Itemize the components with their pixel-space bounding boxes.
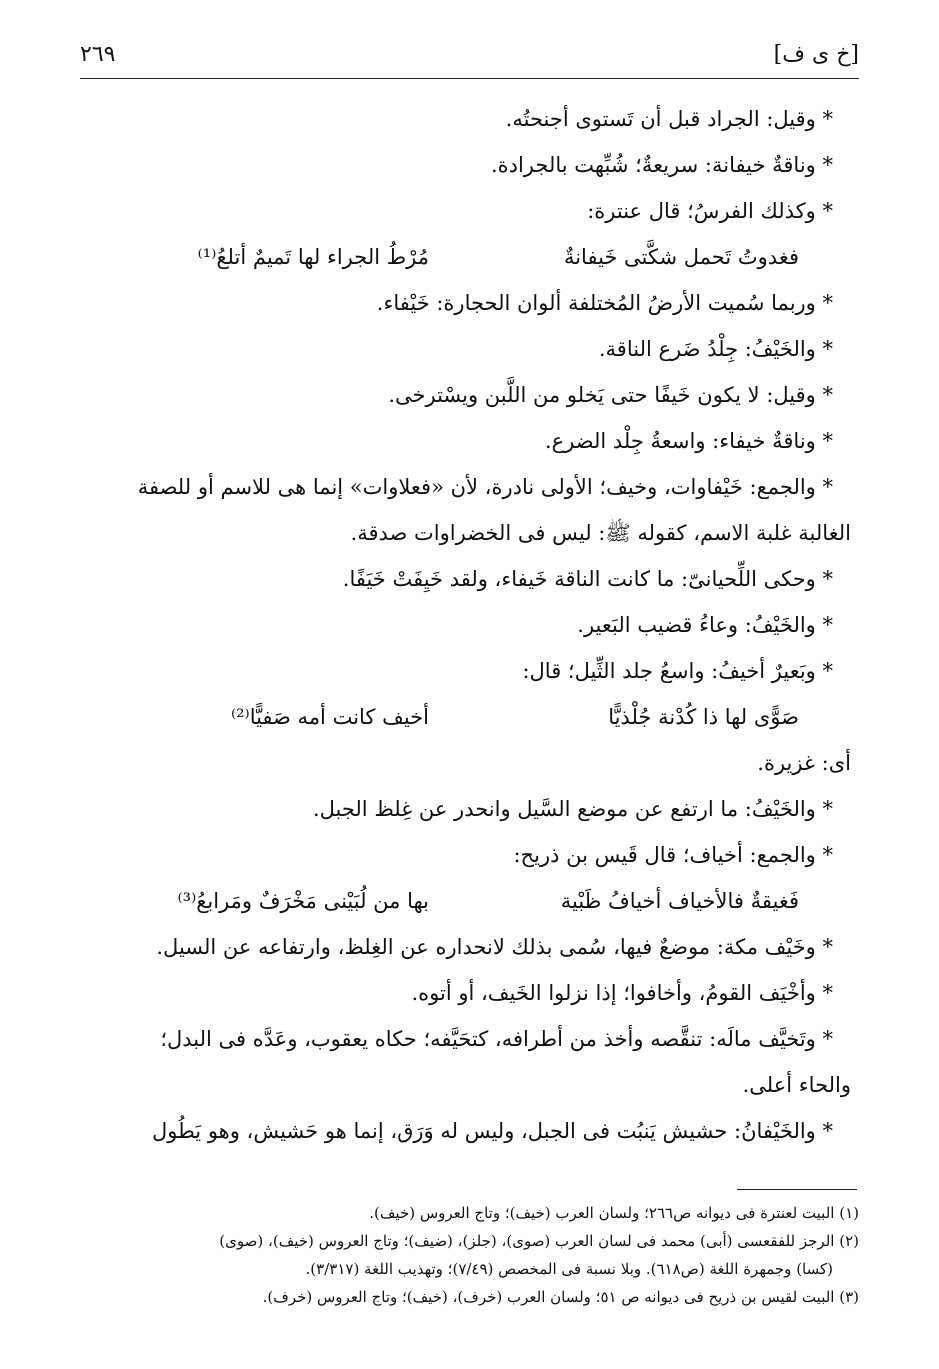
text-line: * والخَيْفُ: وعاءُ قضيب البَعير. [577,613,833,637]
text-line: * وناقةٌ خيفاء: واسعةُ جِلْد الضرع. [544,429,833,453]
text-line: * وتَخيَّف مالَه: تنقَّصه وأخذ من أطرافه، كتحَيَّفه؛ حكاه يعقوب، وعَدَّه فى البدل؛ [160,1027,833,1051]
page-header [80,38,859,78]
text-line: * وقيل: الجراد قبل أن تَستوى أجنحتُه. [505,107,833,131]
footnote-1: (١) البيت لعنترة فى ديوانه ص٢٦٦؛ ولسان العرب (خيف)؛ وتاج العروس (خيف). [369,1204,859,1222]
verse-line [88,878,851,924]
text-line: الغالبة غلبة الاسم، كقوله ﷺ: ليس فى الخضراوات صدقة. [350,521,851,545]
footnote-2-continued: (كسا) وجمهرة اللغة (ص٦١٨). وبلا نسبة فى المخصص (٧/٤٩)؛ وتهذيب اللغة (٣/٣١٧). [305,1260,833,1278]
verse-first-hemistich: فغدوتُ تَحمل شكَّتى خَيفانةٌ [563,245,799,269]
text-line: والحاء أعلى. [742,1073,851,1097]
text-line: * وربما سُميت الأرضُ المُختلفة ألوان الحجارة: خَيْفاء. [376,291,833,315]
text-line: * وخَيْف مكة: موضعٌ فيها، سُمى بذلك لانحداره عن الغِلظ، وارتفاعه عن السيل. [156,935,833,959]
text-line: أى: غزيرة. [757,751,851,775]
text-line: * وكذلك الفرسُ؛ قال عنترة: [587,199,833,223]
footnote-2: (٢) الرجز للفقعسى (أبى) محمد فى لسان العرب (صوى)، (جلز)، (ضيف)؛ وتاج العروس (خيف)، (صوى) [219,1232,859,1250]
root-label: [خ ى ف] [773,42,859,67]
verse-second-hemistich: مُرْطُ الجراء لها تَميمٌ أتلعُ⁽¹⁾ [197,245,429,269]
verse-line [88,234,851,280]
verse-second-hemistich: أخيف كانت أمه صَفيًّا⁽²⁾ [230,705,429,729]
verse-second-hemistich: بها من لُبَيْنى مَخْرَفٌ ومَرابعُ⁽³⁾ [177,889,429,913]
text-line: * والخَيْفانُ: حشيش يَنبُت فى الجبل، وليس له وَرَق، إنما هو حَشيش، وهو يَطُول [151,1119,833,1143]
text-line: * وحكى اللِّحيانىّ: ما كانت الناقة خَيفاء، ولقد خَيِفَتْ خَيَفًا. [342,567,833,591]
footnotes [80,1199,859,1311]
footnote-3: (٣) البيت لقيس بن ذريح فى ديوانه ص ٥١؛ ولسان العرب (خرف)، (خيف)؛ وتاج العروس (خرف). [262,1288,859,1306]
text-line: * وبَعيرٌ أخيفُ: واسعُ جلد الثِّيل؛ قال: [522,659,833,683]
verse-first-hemistich: صَوًّى لها ذا كُدْنة جُلْذيًّا [608,705,799,729]
text-line: * وأخْيَف القومُ، وأخافوا؛ إذا نزلوا الخَيف، أو أتوه. [411,981,833,1005]
main-text [88,96,851,1154]
text-line: * وناقةٌ خيفانة: سريعةٌ؛ شُبِّهت بالجرادة. [490,153,833,177]
verse-first-hemistich: فَغيقةٌ فالأخياف أخيافُ ظَبْية [560,889,799,913]
text-line: * وقيل: لا يكون خَيفًا حتى يَخلو من اللَّبن ويسْترخى. [388,383,833,407]
header-rule [80,78,859,79]
text-line: * والخَيْفُ: ما ارتفع عن موضع السَّيل وانحدر عن غِلظ الجبل. [312,797,833,821]
footnote-rule [737,1189,857,1190]
text-line: * والخَيْفُ: جِلْدُ ضَرع الناقة. [598,337,833,361]
verse-line [88,694,851,740]
page-number: ٢٦٩ [80,42,116,67]
text-line: * والجمع: أخياف؛ قال قَيس بن ذريح: [513,843,833,867]
text-line: * والجمع: خَيْفاوات، وخيف؛ الأولى نادرة، لأن «فعلاوات» إنما هى للاسم أو للصفة [137,475,833,499]
